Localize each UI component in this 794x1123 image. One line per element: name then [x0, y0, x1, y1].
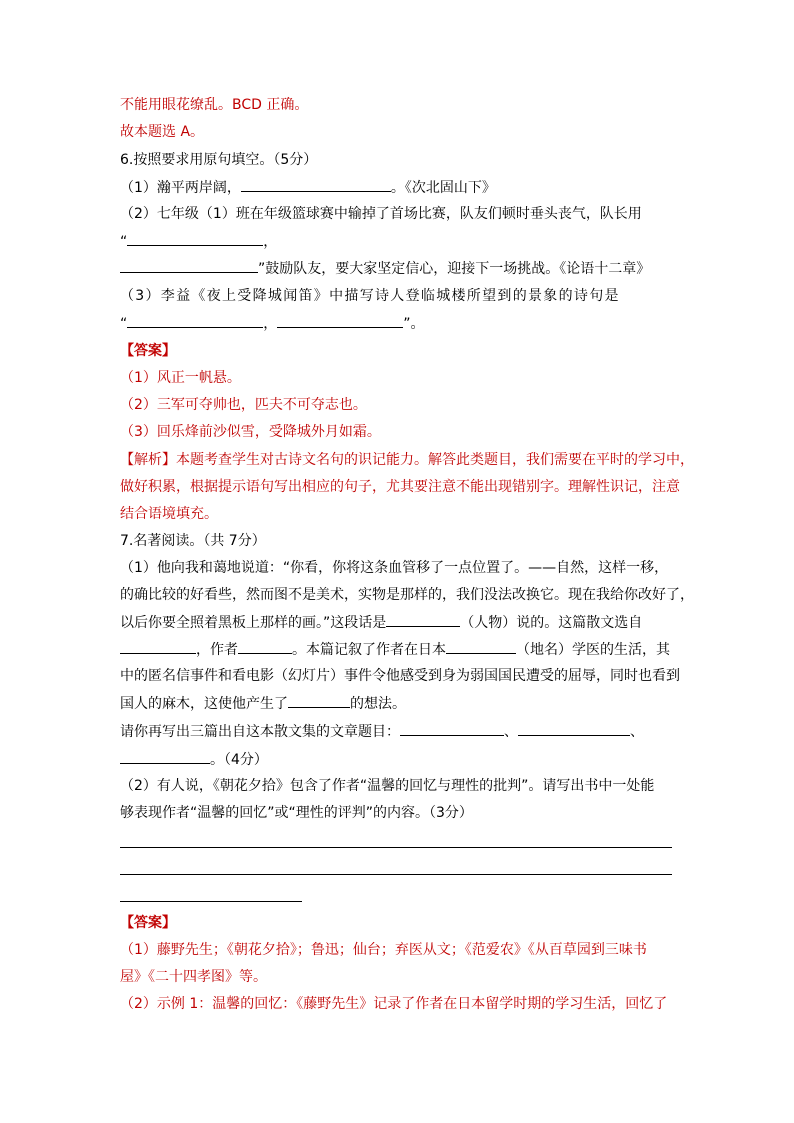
q7-titles-line-2 [120, 749, 268, 770]
q6-title: 6.按照要求用原句填空。（5分） [120, 152, 318, 168]
answer-line: 屋》《二十四孝图》等。 [120, 969, 267, 985]
answer-line: （1）风正一帆悬。 [120, 370, 241, 386]
q6-item-1-blank[interactable] [241, 177, 391, 192]
q6-item-3-blank-2[interactable] [277, 313, 403, 328]
q7-text: 以后你要全照着黑板上那样的画。”这段话是 [120, 615, 387, 631]
q7-text: 。（4分） [210, 752, 268, 768]
q7-titles-line [120, 721, 644, 742]
analysis-line: 【解析】本题考查学生对古诗文名句的识记能力。解答此类题目，我们需要在平时的学习中， [120, 452, 694, 468]
q7-passage-line [120, 693, 406, 714]
q7-title-blank-1[interactable] [400, 721, 504, 736]
q7-text: 。本篇记叙了作者在日本 [292, 642, 446, 658]
q6-item-2-blank-2[interactable] [120, 258, 258, 273]
q6-item-2-blank-1[interactable] [127, 231, 263, 246]
q6-item-3-line1: （3）李益《夜上受降城闻笛》中描写诗人登临城楼所望到的景象的诗句是 [120, 288, 620, 304]
answer-line: （2）示例 1：温馨的回忆：《藤野先生》记录了作者在日本留学时期的学习生活，回忆了 [120, 996, 668, 1012]
q6-item-1 [120, 177, 496, 198]
q6-item-2-tail: ”鼓励队友，要大家坚定信心，迎接下一场挑战。《论语十二章》 [258, 261, 651, 277]
q7-place-blank[interactable] [446, 639, 516, 654]
q7-passage-line [120, 612, 642, 633]
q6-item-2-comma: ， [263, 234, 278, 250]
q7-book-blank[interactable] [120, 639, 196, 654]
q7-author-blank[interactable] [238, 639, 292, 654]
q6-item-2-line3 [120, 258, 650, 279]
q7-text: 的想法。 [350, 696, 406, 712]
q6-item-3-blank-1[interactable] [127, 313, 263, 328]
q7-title: 7.名著阅读。（共 7分） [120, 533, 266, 549]
q7-text: 请你再写出三篇出自这本散文集的文章题目： [120, 724, 400, 740]
q7-title-blank-3[interactable] [120, 749, 210, 764]
q7-text: 国人的麻木，这使他产生了 [120, 696, 288, 712]
answer-line: （1）藤野先生；《朝花夕拾》；鲁迅；仙台；弃医从文；《范爱农》《从百草园到三味书 [120, 942, 647, 958]
q6-item-1-source: 。《次北固山下》 [390, 180, 496, 196]
q6-item-3-line2 [120, 313, 425, 334]
q7-sub2-line: 够表现作者“温馨的回忆”或“理性的评判”的内容。（3分） [120, 805, 473, 821]
q7-text: （地名）学医的生活，其 [516, 642, 670, 658]
q7-idea-blank[interactable] [288, 693, 350, 708]
q7-title-blank-2[interactable] [518, 721, 630, 736]
q7-text: 、 [504, 724, 518, 740]
q7-person-blank[interactable] [386, 612, 460, 627]
q6-item-1-prefix: （1）瀚平两岸阔， [120, 180, 241, 196]
analysis-line: 结合语境填充。 [120, 506, 218, 522]
prev-answer-line: 不能用眼花缭乱。BCD 正确。 [120, 97, 309, 113]
q6-item-2-line1: （2）七年级（1）班在年级篮球赛中输掉了首场比赛，队友们顿时垂头丧气，队长用 [120, 206, 642, 222]
q7-passage-line: （1）他向我和蔼地说道：“你看，你将这条血管移了一点位置了。——自然，这样一移， [120, 560, 669, 576]
prev-answer-choice: 故本题选 A。 [120, 124, 205, 140]
answer-label: 【答案】 [120, 343, 176, 359]
q7-text: （人物）说的。这篇散文选自 [460, 615, 643, 631]
answer-write-line[interactable] [120, 874, 672, 875]
q7-passage-line: 的确比较的好看些，然而图不是美术，实物是那样的，我们没法改换它。现在我给你改好了， [120, 587, 694, 603]
q6-item-3-close: ”。 [403, 316, 425, 332]
answer-write-line[interactable] [120, 847, 672, 848]
answer-label: 【答案】 [120, 915, 176, 931]
q7-passage-line: 中的匿名信事件和看电影（幻灯片）事件令他感受到身为弱国国民遭受的屈辱，同时也看到 [120, 668, 680, 684]
answer-line: （2）三军可夺帅也，匹夫不可夺志也。 [120, 397, 367, 413]
q6-item-2-line2 [120, 231, 277, 252]
analysis-line: 做好积累，根据提示语句写出相应的句子，尤其要注意不能出现错别字。理解性识记，注意 [120, 479, 680, 495]
answer-write-line[interactable] [120, 901, 302, 902]
q7-text: ，作者 [196, 642, 238, 658]
q7-passage-line [120, 639, 670, 660]
q6-item-3-open-quote: “ [120, 316, 128, 332]
q6-item-2-open-quote: “ [120, 234, 128, 250]
answer-line: （3）回乐烽前沙似雪，受降城外月如霜。 [120, 424, 381, 440]
q7-text: 、 [630, 724, 644, 740]
q6-item-3-comma: ， [263, 316, 278, 332]
q7-sub2-line: （2）有人说，《朝花夕拾》包含了作者“温馨的回忆与理性的批判”。请写出书中一处能 [120, 778, 655, 794]
